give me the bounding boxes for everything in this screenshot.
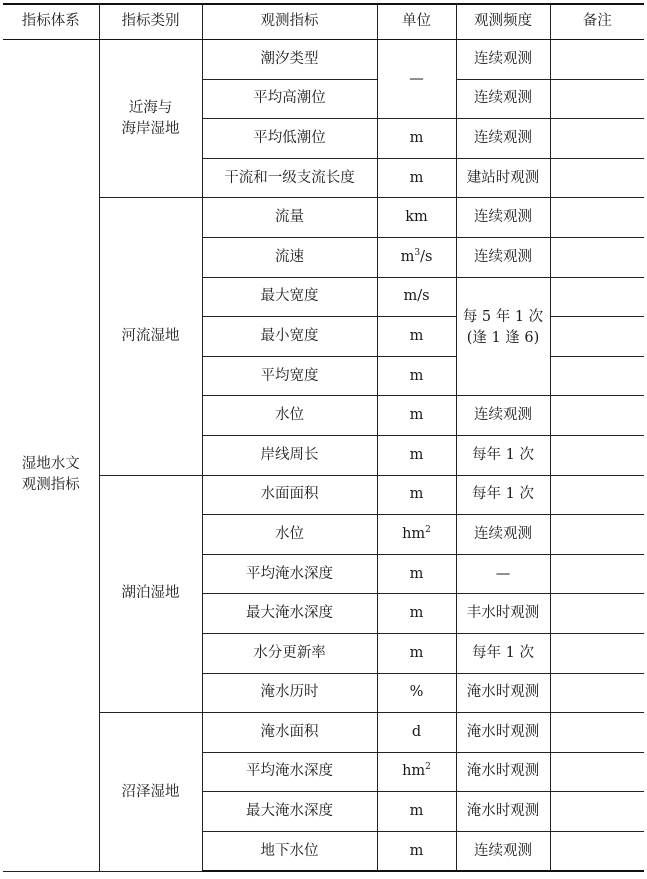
indicator-cell: 潮汐类型 — [202, 40, 377, 80]
frequency-cell: 每年 1 次 — [456, 633, 550, 673]
unit-superscript: 2 — [425, 525, 431, 536]
indicator-cell: 最大宽度 — [202, 277, 377, 317]
indicator-cell: 平均淹水深度 — [202, 752, 377, 792]
frequency-line1: 每 5 年 1 次 — [462, 309, 544, 326]
unit-tail: /s — [420, 248, 433, 265]
frequency-cell: 连续观测 — [456, 119, 550, 159]
frequency-cell: — — [456, 554, 550, 594]
note-cell — [550, 198, 644, 238]
category-coastal-line1: 近海与 — [128, 99, 173, 116]
category-marsh: 沼泽湿地 — [99, 713, 202, 872]
note-cell — [550, 317, 644, 357]
system-label-line1: 湿地水文 — [21, 456, 80, 473]
unit-cell: m — [377, 396, 456, 436]
indicator-cell: 最大淹水深度 — [202, 792, 377, 832]
header-category: 指标类别 — [99, 4, 202, 40]
note-cell — [550, 356, 644, 396]
unit-cell: m — [377, 554, 456, 594]
table-row — [3, 475, 644, 515]
indicator-cell: 淹水面积 — [202, 713, 377, 753]
indicator-cell: 淹水历时 — [202, 673, 377, 713]
indicator-cell: 最小宽度 — [202, 317, 377, 357]
unit-superscript: 3 — [414, 247, 421, 258]
frequency-cell: 连续观测 — [456, 396, 550, 436]
frequency-line2: (逢 1 逢 6) — [466, 330, 540, 347]
frequency-cell: 连续观测 — [456, 237, 550, 277]
indicator-cell: 水分更新率 — [202, 633, 377, 673]
note-cell — [550, 633, 644, 673]
unit-cell: m — [377, 356, 456, 396]
unit-cell: km — [377, 198, 456, 238]
header-row — [3, 4, 644, 40]
indicator-cell: 平均低潮位 — [202, 119, 377, 159]
unit-cell — [377, 752, 456, 792]
unit-cell: m — [377, 317, 456, 357]
frequency-cell: 建站时观测 — [456, 158, 550, 198]
frequency-cell: 连续观测 — [456, 515, 550, 555]
indicator-cell: 水位 — [202, 396, 377, 436]
indicator-cell: 水位 — [202, 515, 377, 555]
note-cell — [550, 475, 644, 515]
note-cell — [550, 40, 644, 80]
indicator-cell: 干流和一级支流长度 — [202, 158, 377, 198]
frequency-cell: 淹水时观测 — [456, 673, 550, 713]
category-lake: 湖泊湿地 — [99, 475, 202, 713]
unit-cell — [377, 237, 456, 277]
unit-cell: m — [377, 475, 456, 515]
unit-base: m — [400, 248, 415, 265]
unit-cell: m — [377, 594, 456, 634]
indicator-cell: 平均宽度 — [202, 356, 377, 396]
table-row — [3, 40, 644, 80]
table-row — [3, 198, 644, 238]
unit-cell: m/s — [377, 277, 456, 317]
unit-base: hm — [402, 763, 426, 780]
note-cell — [550, 119, 644, 159]
indicator-cell: 流速 — [202, 237, 377, 277]
unit-cell: — — [377, 40, 456, 119]
frequency-cell: 连续观测 — [456, 198, 550, 238]
unit-cell: m — [377, 831, 456, 871]
indicator-cell: 平均淹水深度 — [202, 554, 377, 594]
note-cell — [550, 554, 644, 594]
category-river: 河流湿地 — [99, 198, 202, 475]
category-coastal — [99, 40, 202, 198]
system-label-line2: 观测指标 — [21, 477, 80, 494]
note-cell — [550, 396, 644, 436]
frequency-cell: 每年 1 次 — [456, 435, 550, 475]
header-indicator: 观测指标 — [202, 4, 377, 40]
frequency-cell: 淹水时观测 — [456, 752, 550, 792]
frequency-cell: 每年 1 次 — [456, 475, 550, 515]
header-system: 指标体系 — [3, 4, 99, 40]
indicator-cell: 地下水位 — [202, 831, 377, 871]
unit-cell: m — [377, 158, 456, 198]
category-coastal-line2: 海岸湿地 — [121, 120, 180, 137]
indicator-cell: 岸线周长 — [202, 435, 377, 475]
frequency-cell: 连续观测 — [456, 79, 550, 119]
table-row — [3, 713, 644, 753]
unit-cell — [377, 515, 456, 555]
unit-superscript: 2 — [425, 762, 431, 773]
frequency-cell: 淹水时观测 — [456, 713, 550, 753]
note-cell — [550, 158, 644, 198]
frequency-cell: 淹水时观测 — [456, 792, 550, 832]
note-cell — [550, 79, 644, 119]
frequency-cell — [456, 277, 550, 396]
frequency-cell: 连续观测 — [456, 831, 550, 871]
header-unit: 单位 — [377, 4, 456, 40]
unit-cell: m — [377, 435, 456, 475]
unit-cell: m — [377, 633, 456, 673]
note-cell — [550, 435, 644, 475]
header-frequency: 观测频度 — [456, 4, 550, 40]
note-cell — [550, 752, 644, 792]
unit-cell: % — [377, 673, 456, 713]
indicator-cell: 最大淹水深度 — [202, 594, 377, 634]
unit-base: hm — [402, 525, 426, 542]
frequency-cell: 丰水时观测 — [456, 594, 550, 634]
header-note: 备注 — [550, 4, 644, 40]
note-cell — [550, 594, 644, 634]
note-cell — [550, 277, 644, 317]
indicator-cell: 流量 — [202, 198, 377, 238]
wetland-hydrology-table — [3, 3, 644, 872]
note-cell — [550, 792, 644, 832]
system-cell — [3, 40, 99, 872]
frequency-cell: 连续观测 — [456, 40, 550, 80]
indicator-cell: 平均高潮位 — [202, 79, 377, 119]
note-cell — [550, 673, 644, 713]
note-cell — [550, 831, 644, 871]
note-cell — [550, 515, 644, 555]
note-cell — [550, 237, 644, 277]
unit-cell: d — [377, 713, 456, 753]
unit-cell: m — [377, 119, 456, 159]
unit-cell: m — [377, 792, 456, 832]
note-cell — [550, 713, 644, 753]
indicator-cell: 水面面积 — [202, 475, 377, 515]
